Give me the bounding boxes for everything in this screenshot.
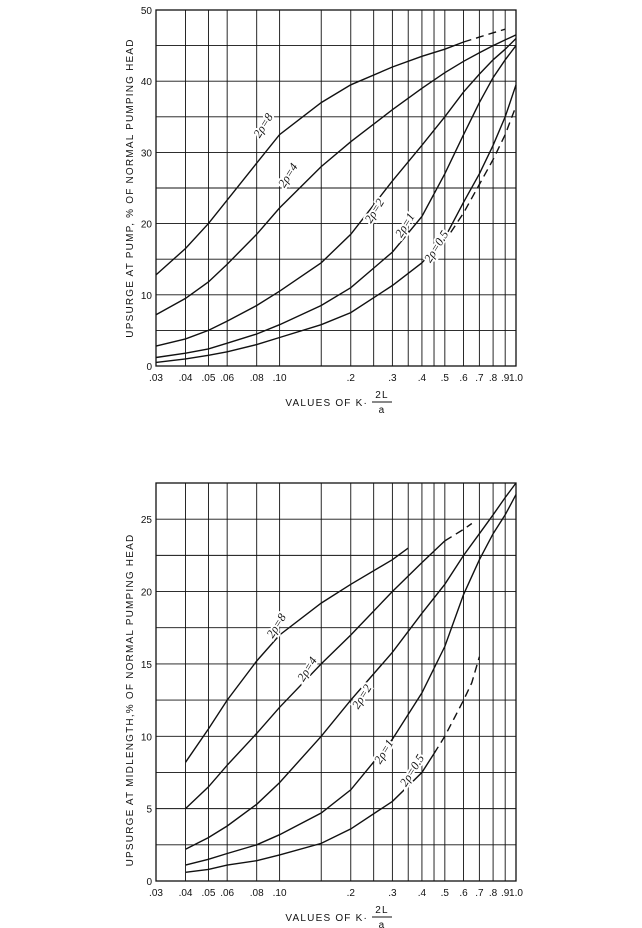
x-tick-label: .9 [501,373,510,384]
x-tick-label: .6 [459,888,468,899]
chart-upsurge-at-midlength [125,483,523,928]
x-axis-label-numerator: 2L [375,905,389,916]
series-line [156,42,464,275]
x-tick-label: .08 [249,373,264,384]
y-tick-label: 10 [140,732,152,744]
series-line-dashed [434,106,516,252]
series-line-dashed [464,29,506,42]
x-axis-label: VALUES OF K· [285,913,368,924]
series-label: 2ρ=0.5 [396,751,428,789]
y-tick-label: 25 [140,515,152,527]
x-tick-label: .2 [346,373,355,384]
x-tick-label: .04 [178,373,193,384]
x-axis-label-numerator: 2L [375,390,389,401]
series-label: 2ρ=4 [294,654,320,684]
x-tick-label: .6 [459,373,468,384]
x-tick-label: .08 [249,888,264,899]
x-tick-label: .10 [272,888,287,899]
series-label: 2ρ=0.5 [421,227,452,265]
x-tick-label: .05 [201,888,216,899]
x-tick-label: .03 [149,888,163,899]
y-tick-label: 30 [140,148,152,160]
chart-upsurge-at-pump [125,6,523,416]
plot-frame [156,483,516,881]
x-axis-label: VALUES OF K· [285,398,368,409]
x-tick-label: .4 [417,888,427,899]
series-label: 2ρ=8 [263,610,290,641]
y-tick-label: 15 [140,659,152,671]
grid-lines [156,10,516,366]
x-tick-label: .5 [440,888,450,899]
series-line [156,35,516,315]
x-tick-label: .7 [475,888,484,899]
x-tick-label: .7 [475,373,484,384]
x-tick-label: .8 [488,888,498,899]
x-tick-label: .06 [220,373,235,384]
series-line [156,39,516,347]
series-label: 2ρ=4 [275,160,301,190]
x-tick-label: .4 [417,373,427,384]
x-tick-label: .5 [440,373,450,384]
x-tick-label: .10 [272,373,287,384]
x-tick-label: .05 [201,373,216,384]
series-label: 2ρ=2 [348,681,375,712]
x-axis-label-denominator: a [378,405,386,416]
y-axis-label: UPSURGE AT PUMP, % OF NORMAL PUMPING HEAD [125,38,136,338]
series-line-dashed [445,524,472,541]
y-tick-label: 20 [140,587,152,599]
grid-lines [156,483,516,881]
series-line [156,46,516,358]
x-tick-label: .2 [346,888,355,899]
series-label: 2ρ=8 [250,110,276,141]
x-tick-label: .3 [388,888,397,899]
series-label: 2ρ=1 [392,210,418,240]
x-tick-label: .04 [178,888,193,899]
y-tick-label: 5 [146,804,152,816]
x-tick-label: .3 [388,373,397,384]
x-tick-label: .9 [501,888,510,899]
x-tick-label: 1.0 [509,888,523,899]
x-tick-label: 1.0 [509,373,523,384]
series-line [186,548,409,762]
y-axis-label: UPSURGE AT MIDLENGTH,% OF NORMAL PUMPING HEAD [125,533,136,867]
y-tick-label: 0 [146,362,152,373]
y-tick-label: 0 [146,877,152,888]
series-label: 2ρ=1 [370,736,397,767]
x-tick-label: .8 [488,373,498,384]
series-line-dashed [434,657,479,754]
y-tick-label: 40 [140,77,152,89]
y-tick-label: 50 [140,6,152,17]
x-tick-label: .06 [220,888,235,899]
y-tick-label: 10 [140,290,152,302]
x-axis-label-denominator: a [378,920,386,928]
y-tick-label: 20 [140,219,152,231]
x-tick-label: .03 [149,373,163,384]
series-label: 2ρ=2 [361,196,388,226]
